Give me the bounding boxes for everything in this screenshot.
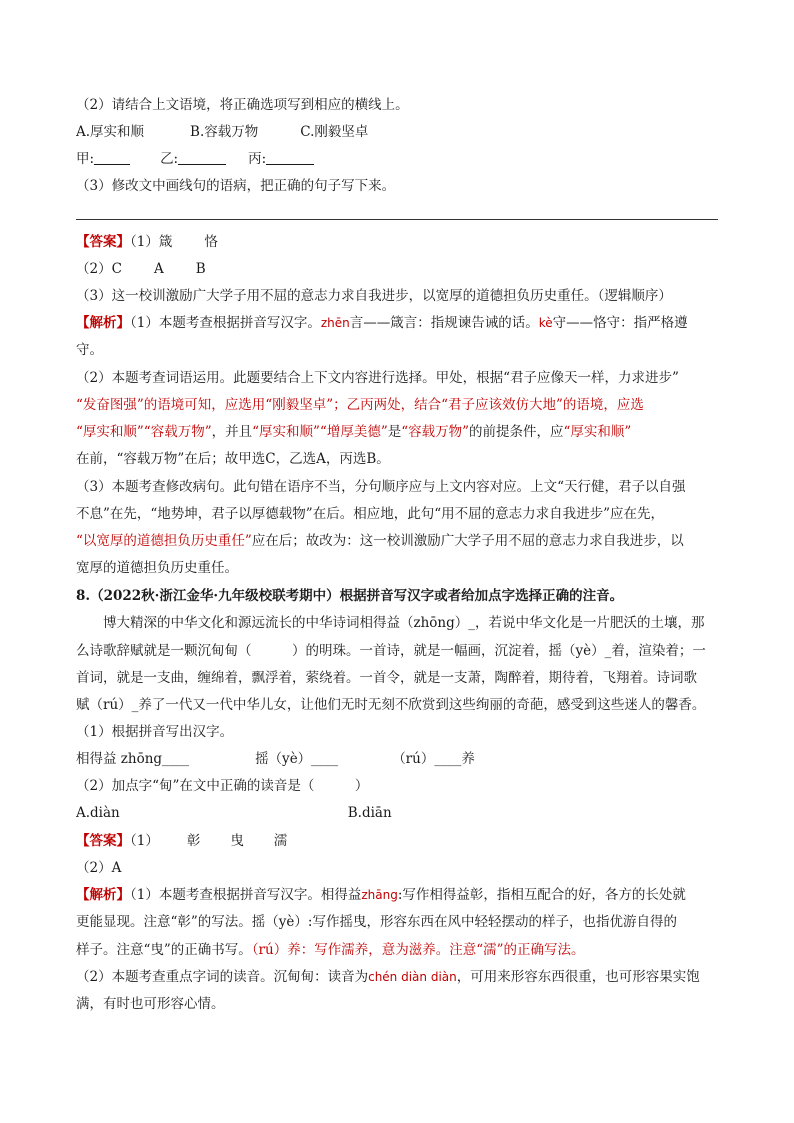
- q7-ana1-text2: 守——恪守：指严格遵: [552, 315, 688, 331]
- q7-answer-row3: （3）这一校训激励广大学子用不屈的意志力求自我进步，以宽厚的道德担负历史重任。（逻辑顺序）: [76, 288, 672, 304]
- q8-passage-row3: 首词，就是一支曲，缠绵着，飘浮着，萦绕着。一首令，就是一支萧，陶醉着，期待着，飞翔着。诗词歌: [76, 670, 697, 686]
- q8-passage-row4: 赋（rú）_养了一代又一代中华儿女，让他们无时无刻不欣赏到这些绚丽的奇葩，感受到这些迷人的馨香。: [76, 697, 706, 713]
- q7-blank-bing[interactable]: [266, 150, 314, 165]
- q7-option-a: A.厚实和顺: [76, 124, 145, 140]
- q7-ans1-a: 箴: [158, 234, 173, 250]
- q8-ana1-text-a: （1）本题考查根据拼音写汉字。相得益: [130, 887, 362, 903]
- q8-ana1-text-b: :写作相得益彰，指相互配合的好，各方的长处就: [397, 887, 686, 903]
- q7-ana3-quote: “以宽厚的道德担负历史重任”: [76, 533, 252, 549]
- q7-ans2-a: C: [111, 261, 122, 277]
- q8-analysis-row3: [76, 940, 718, 960]
- q8-sub2: （2）加点字“甸”在文中正确的读音是（ ）: [76, 778, 369, 794]
- q7-ans1-b: 恪: [204, 234, 218, 250]
- q7-ans2-prefix: （2）: [76, 261, 112, 277]
- q7-ana1-pinyin1: zhēn: [320, 316, 350, 330]
- q7-ana2-text2: 是: [387, 424, 402, 440]
- q7-options: [76, 122, 718, 142]
- q8-blank2[interactable]: 摇（yè）____: [255, 751, 339, 767]
- q7-ana2-quote3: “容载万物”: [401, 424, 470, 440]
- q7-sub2: （2）请结合上文语境，将正确选项写到相应的横线上。: [76, 97, 409, 113]
- q8-answer-label: 【答案】: [76, 833, 130, 849]
- q7-blank-yi[interactable]: [178, 150, 226, 165]
- q7-analysis-row2: 守。: [76, 342, 103, 358]
- q7-ans2-c: B: [195, 261, 206, 277]
- q8-blank1[interactable]: 相得益 zhōng____: [76, 751, 190, 767]
- q7-ans2-b: A: [153, 261, 164, 277]
- q7-ana2-row4: 在前，“容载万物”在后；故甲选C，乙选A，丙选B。: [76, 451, 390, 467]
- q8-analysis-row2: 更能显现。注意“彰”的写法。摇（yè）:写作摇曳，形容东西在风中轻轻摆动的样子，也指优游自得的: [76, 914, 677, 930]
- q8-ans1-prefix: （1）: [130, 833, 159, 849]
- q7-ans1-prefix: （1）: [130, 234, 159, 250]
- q8-analysis-row1: [76, 885, 718, 905]
- q8-answer-row1: [76, 831, 718, 851]
- q7-ana2-quote2: “厚实和顺”“增厚美德”: [252, 424, 388, 440]
- answer-write-line: [76, 219, 718, 220]
- q7-option-c: C.刚毅坚卓: [300, 124, 369, 140]
- q8-passage-row2: 么诗歌辞赋就是一颗沉甸甸（ ）的明珠。一首诗，就是一幅画，沉淀着，摇（yè）_着，渲染着；一: [76, 643, 706, 659]
- q8-heading: 8.（2022秋·浙江金华·九年级校联考期中）根据拼音写汉字或者给加点字选择正确的注音。: [76, 588, 624, 604]
- q7-answer-row2: [76, 259, 718, 279]
- q8-ana2-row2: 满，有时也可形容心情。: [76, 996, 225, 1012]
- q8-option-a: A.diàn: [76, 805, 120, 821]
- q7-ana1-text: （1）本题考查根据拼音写汉字。: [130, 315, 321, 331]
- q7-ana2-row1: （2）本题考查词语运用。此题要结合上下文内容进行选择。甲处，根据“君子应像天一样，力求进步”: [76, 370, 679, 386]
- q7-ana3-row4: 宽厚的道德担负历史重任。: [76, 560, 238, 576]
- q8-options: [76, 803, 718, 823]
- q8-option-b: B.diān: [347, 805, 392, 821]
- q8-ana1-text-c: 样子。注意“曳”的正确书写。: [76, 942, 252, 958]
- q7-fill-blanks: [76, 149, 718, 169]
- q8-answer-row2: （2）A: [76, 860, 122, 876]
- q8-ana1-pinyin: zhāng: [361, 888, 398, 902]
- q7-ana1-text1: 言——箴言：指规谏告诫的话。: [349, 315, 539, 331]
- q7-ana3-row2: 不息”在先，“地势坤，君子以厚德载物”在后。相应地，此句“用不屈的意志力求自我进步”应在先，: [76, 506, 665, 522]
- q7-ana3-row1: （3）本题考查修改病句。此句错在语序不当，分句顺序应与上文内容对应。上文“天行健，君子以自强: [76, 479, 686, 495]
- q8-ana2-pinyin: chén diàn diàn: [368, 970, 457, 984]
- q7-option-b: B.容载万物: [190, 124, 259, 140]
- q7-ana2-quote1: “厚实和顺”“容载万物”: [76, 424, 212, 440]
- q7-ana2-row3: [76, 422, 718, 442]
- q8-sub1: （1）根据拼音写出汉字。: [76, 724, 234, 740]
- analysis-label: 【解析】: [76, 315, 130, 331]
- q7-ana2-row2: “发奋图强”的语境可知，应选用“刚毅坚卓”；乙丙两处，结合“君子应该效仿大地”的语境，应选: [76, 397, 644, 413]
- q7-ana2-text3: 的前提条件，应: [469, 424, 564, 440]
- q7-ana3-row3: [76, 531, 718, 551]
- q8-ana2-text-a: （2）本题考查重点字词的读音。沉甸甸：读音为: [76, 969, 369, 985]
- q8-passage-row1: 博大精深的中华文化和源远流长的中华诗词相得益（zhōng）_，若说中华文化是一片肥沃的土壤，那: [103, 615, 705, 631]
- q7-ana2-text1: ，并且: [211, 424, 253, 440]
- q7-sub3: （3）修改文中画线句的语病，把正确的句子写下来。: [76, 178, 396, 194]
- q8-analysis-label: 【解析】: [76, 887, 130, 903]
- q8-ans1-a: 彰: [186, 833, 201, 849]
- q8-blank3[interactable]: （rú）____养: [392, 751, 475, 767]
- q7-ana3-text: 应在后；故改为：这一校训激励广大学子用不屈的意志力求自我进步，以: [251, 533, 684, 549]
- q8-blanks: [76, 749, 718, 769]
- q7-fill-yi: 乙:: [160, 151, 179, 167]
- q7-fill-bing: 丙:: [248, 151, 267, 167]
- q8-ana2-text-b: ，可用来形容东西很重，也可形容果实饱: [456, 969, 700, 985]
- q7-blank-jia[interactable]: [94, 150, 130, 165]
- q8-ans1-b: 曳: [230, 833, 244, 849]
- q8-ana2-row1: [76, 967, 718, 987]
- q8-ana1-red-note: （rú）养：写作濡养，意为滋养。注意“濡”的正确写法。: [251, 942, 585, 958]
- q7-analysis-row1: [76, 313, 718, 333]
- q7-ana1-pinyin2: kè: [538, 316, 553, 330]
- q7-ana2-quote4: “厚实和顺”: [563, 424, 632, 440]
- answer-label: 【答案】: [76, 234, 130, 250]
- q7-answer-row1: [76, 232, 718, 252]
- q8-ans1-c: 濡: [273, 833, 288, 849]
- q7-fill-jia: 甲:: [76, 151, 95, 167]
